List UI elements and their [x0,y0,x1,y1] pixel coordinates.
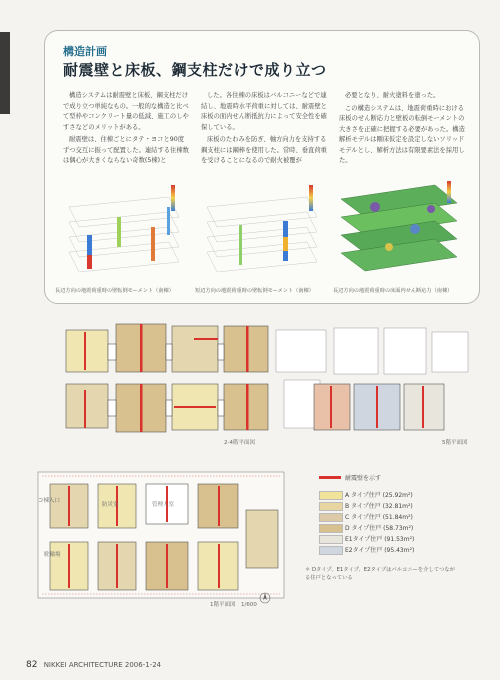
analysis-figure-1 [59,177,189,283]
legend-wall-label: 耐震壁を示す [345,475,382,482]
analysis-figure-3 [335,177,465,283]
article-title: 耐震壁と床板、鋼支柱だけで成り立つ [63,61,327,79]
legend-row [305,533,485,544]
figure-caption-3: 長辺方向の地震荷重時の床面内せん断応力（南棟） [333,288,453,294]
shear-wall-swatch [319,476,341,479]
paragraph: 構造システムは耐震壁と床板、鋼支柱だけで成り立つ単純なもの。一般的な構造と比べて型枠やコンクリート量の低減、施工のしやすさなどのメリットがある。 [63,92,189,131]
plan-caption-2-4: 2-4階平面図 [224,440,255,446]
figure-caption-2: 短辺方向の地震荷重時の壁転倒モーメント（南棟） [195,288,314,294]
body-column-2 [201,91,327,169]
upper-floor-plans [44,318,478,450]
north-arrow-icon [258,590,272,609]
label-manager-room: 管理人室 [152,502,175,508]
legend-swatch [319,535,343,544]
legend-label: E1タイプ住戸 (91.53m²) [345,536,415,543]
wall-moment-diagram-1 [59,177,189,283]
legend [305,472,485,555]
wall-moment-diagram-2 [197,177,327,283]
label-disaster-room: 防災室 [102,502,119,508]
publication-source: NIKKEI ARCHITECTURE 2006-1-24 [43,661,162,669]
plan-1-floor [36,470,286,604]
ground-floor-plan [36,470,286,604]
page-number: 82 [26,660,38,670]
paragraph: した。各住棟の床板はバルコニーなどで連結し、地震時水平荷重に対しては、耐震壁と床板の面内せん断抵抗力によって安全性を確保している。 [201,92,327,131]
legend-row [305,500,485,511]
plan-caption-1: 1階平面図 1/600 [210,602,257,608]
body-column-3 [339,91,465,169]
paragraph: 床板のたわみを防ぎ、軸方向力を支持する鋼支柱には鋼棒を使用した。常時、垂直荷重を受けることになるので耐火被覆が [201,136,327,164]
plan-caption-5: 5階平面図 [442,440,468,446]
body-column-1 [63,91,189,169]
legend-label: B タイプ住戸 (32.81m²) [345,503,413,510]
paragraph: 耐震壁は、住棟ごとにタテ・ヨコと90度ずつ交互に振って配置した。連結する住棟数は偶心が大きくならない奇数(5棟)と [63,136,189,164]
legend-items [305,489,485,555]
article-card [44,30,480,304]
floor-shear-diagram [335,177,465,283]
legend-swatch [319,502,343,511]
legend-swatch [319,546,343,555]
label-entrance: コ棟入口 [38,498,61,504]
legend-row-wall [305,472,485,483]
legend-swatch [319,513,343,522]
legend-label: E2タイプ住戸 (95.43m²) [345,547,415,554]
section-tab [0,32,10,114]
legend-note: ＊ Dタイプ、E1タイプ、E2タイプはバルコニーを介してつながる住戸となっている [305,567,455,581]
paragraph: この構造システムは、地震荷重時における床板のせん断応力と壁板の転倒モーメントの大きさを正確に把握する必要があった。構造解析モデルは剛床仮定を設定しないソリッドモデルとし、解析方法は有限要素法を採用した。 [339,104,465,164]
paragraph: 必要となり、耐火塗料を塗った。 [345,92,440,99]
legend-row [305,511,485,522]
label-bicycle-parking: 駐輪場 [44,552,61,558]
section-kicker: 構造計画 [63,45,107,58]
legend-row [305,544,485,555]
legend-label: D タイプ住戸 (58.73m²) [345,525,414,532]
page-footer [26,660,161,670]
legend-row [305,522,485,533]
legend-label: A タイプ住戸 (25.92m²) [345,492,413,499]
analysis-figure-2 [197,177,327,283]
legend-swatch [319,524,343,533]
legend-row [305,489,485,500]
plan-2-4-floor [44,318,478,450]
legend-swatch [319,491,343,500]
legend-label: C タイプ住戸 (51.84m²) [345,514,413,521]
figure-caption-1: 長辺方向の地震荷重時の壁転倒モーメント（南棟） [55,288,174,294]
